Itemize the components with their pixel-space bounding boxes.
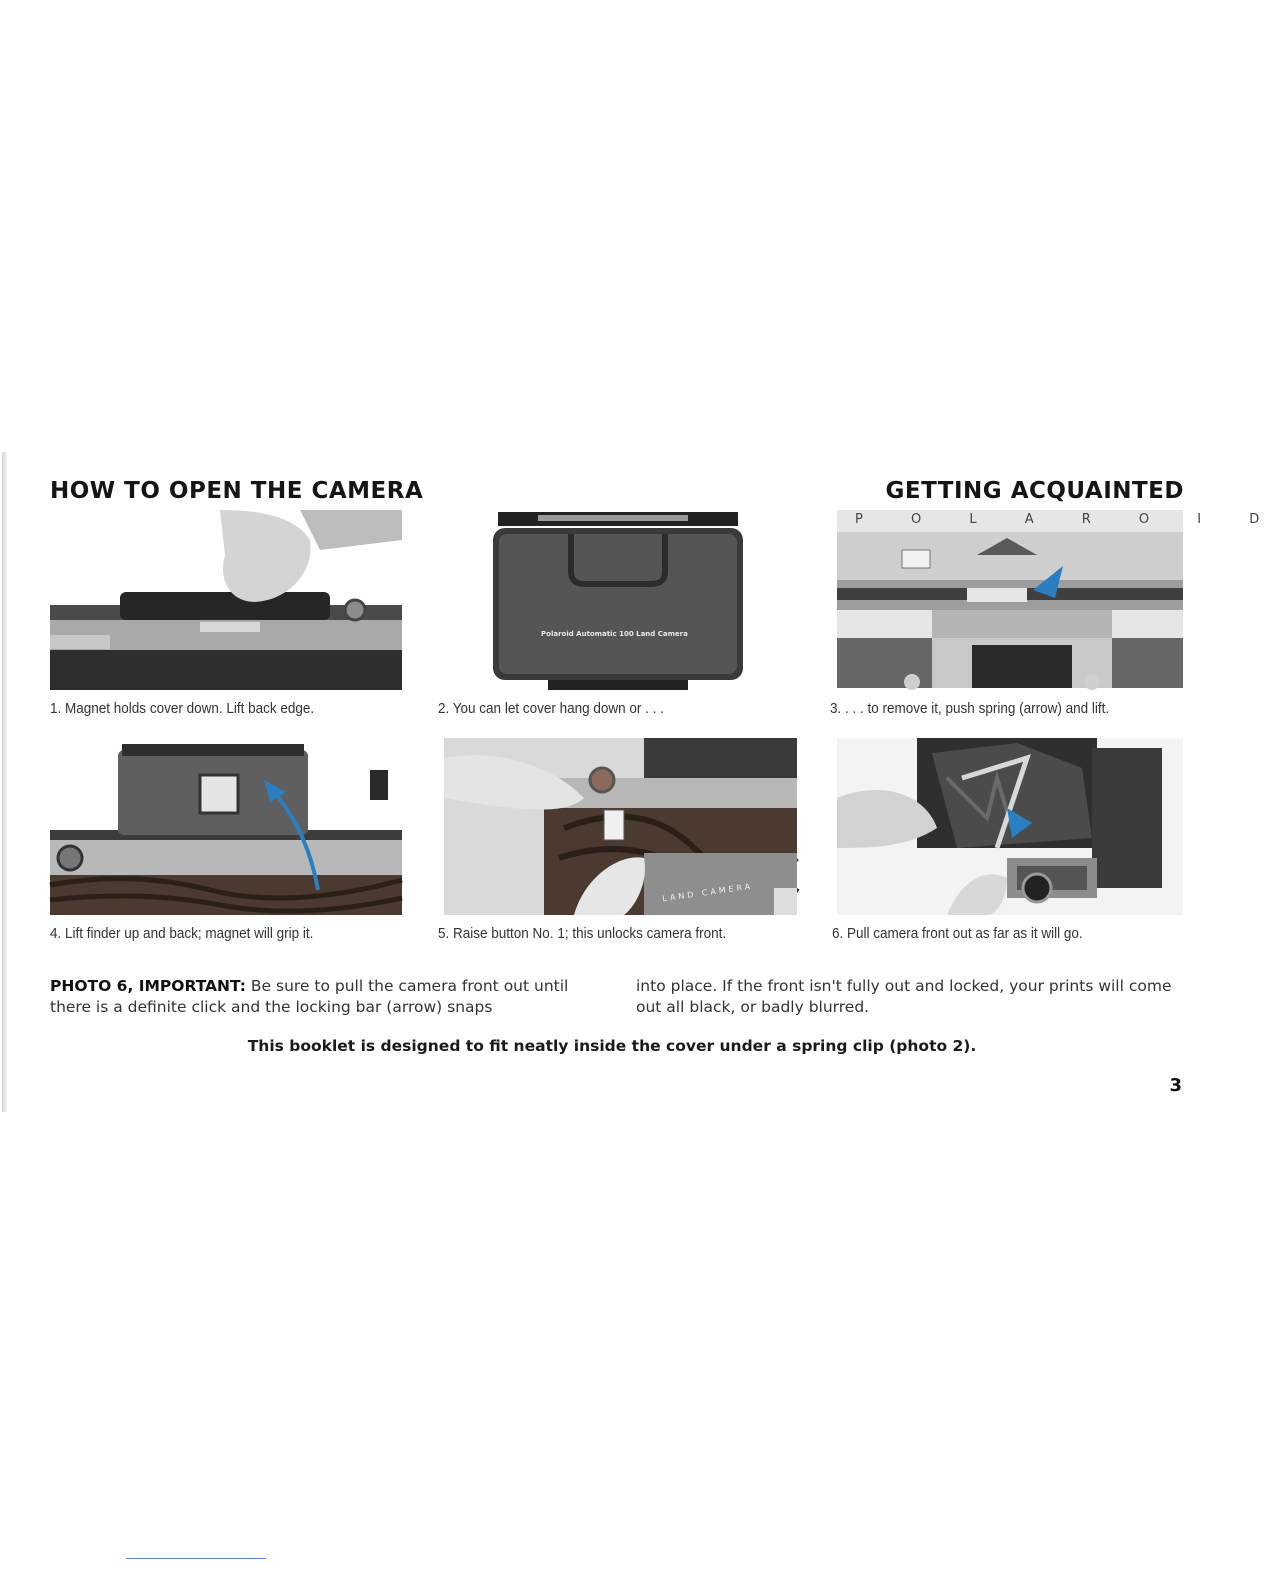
booklet-note: This booklet is designed to fit neatly inside the cover under a spring clip (photo 2). [247, 1037, 977, 1055]
photo-6 [837, 738, 1183, 915]
important-note-column-1 [50, 976, 610, 1018]
photo-1-illustration [50, 510, 402, 690]
section-heading-open-camera: HOW TO OPEN THE CAMERA [50, 478, 424, 504]
photo-1-caption: 1. Magnet holds cover down. Lift back edge. [50, 700, 315, 717]
photo-4-illustration [50, 740, 402, 915]
photo-2 [493, 512, 743, 690]
photo-5-caption: 5. Raise button No. 1; this unlocks camera front. [438, 925, 727, 942]
photo-5 [444, 738, 797, 915]
page-edge-line [2, 452, 7, 1112]
photo-6-caption: 6. Pull camera front out as far as it will go. [832, 925, 1083, 942]
photo-3-polaroid-label: P O L A R O I D [855, 512, 1281, 527]
photo-3 [837, 510, 1281, 688]
important-note-lead: PHOTO 6, IMPORTANT: [50, 977, 246, 995]
photo-2-illustration [493, 512, 743, 690]
important-note-column-2 [636, 976, 1186, 1018]
photo-4-caption: 4. Lift finder up and back; magnet will grip it. [50, 925, 314, 942]
bottom-rule [126, 1558, 266, 1559]
section-heading-getting-acquainted: GETTING ACQUAINTED [885, 478, 1184, 504]
important-note-text-1: Be sure to pull the camera front out until there is a definite click and the locking bar (arrow) snaps [50, 977, 569, 1016]
photo-3-illustration [837, 510, 1281, 688]
important-note-text-2: into place. If the front isn't fully out and locked, your prints will come out all black, or badly blurred. [636, 977, 1172, 1016]
photo-1 [50, 510, 402, 690]
photo-3-caption: 3. . . . to remove it, push spring (arrow) and lift. [830, 700, 1110, 717]
page-number: 3 [1169, 1075, 1182, 1096]
photo-4 [50, 740, 402, 915]
photo-2-caption: 2. You can let cover hang down or . . . [438, 700, 664, 717]
photo-2-cover-label: Polaroid Automatic 100 Land Camera [541, 630, 688, 638]
photo-5-land-camera-label: LAND CAMERA [661, 881, 754, 904]
photo-6-illustration [837, 738, 1183, 915]
